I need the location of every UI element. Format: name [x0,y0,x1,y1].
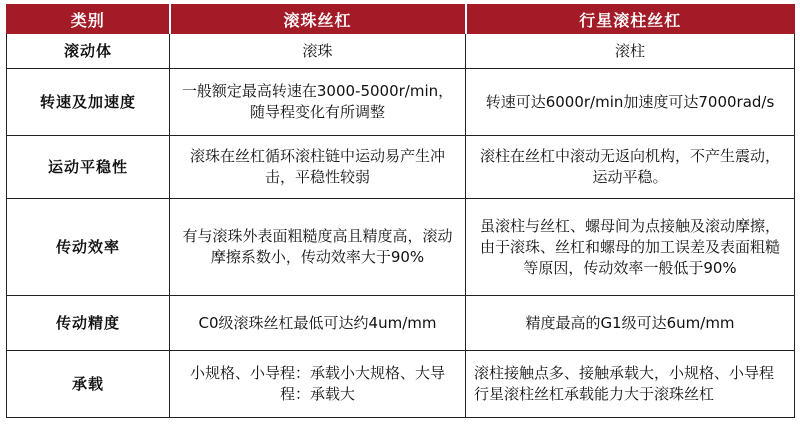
table-row [7,136,795,199]
table-row [7,351,795,418]
header-ball-screw: 滚珠丝杠 [170,5,466,34]
table-header-row [7,5,795,34]
table-row [7,199,795,296]
comparison-table-container [6,4,794,444]
header-category: 类别 [7,5,170,34]
roller-screw-cell: 精度最高的G1级可达6um/mm [466,296,795,351]
row-category-cell: 转速及加速度 [7,69,170,136]
table-row [7,34,795,69]
ball-screw-cell: C0级滚珠丝杠最低可达约4um/mm [170,296,466,351]
roller-screw-cell: 虽滚柱与丝杠、螺母间为点接触及滚动摩擦，由于滚珠、丝杠和螺母的加工误差及表面粗糙等原因，传动效率一般低于90% [466,199,795,296]
row-category-cell: 传动效率 [7,199,170,296]
comparison-table [6,4,795,418]
roller-screw-cell: 滚柱接触点多、接触承载大，小规格、小导程行星滚柱丝杠承载能力大于滚珠丝杠 [466,351,795,418]
roller-screw-cell: 转速可达6000r/min加速度可达7000rad/s [466,69,795,136]
row-category-cell: 滚动体 [7,34,170,69]
ball-screw-cell: 一般额定最高转速在3000-5000r/min，随导程变化有所调整 [170,69,466,136]
row-category-cell: 运动平稳性 [7,136,170,199]
ball-screw-cell: 滚珠 [170,34,466,69]
header-planetary-roller-screw: 行星滚柱丝杠 [466,5,795,34]
ball-screw-cell: 滚珠在丝杠循环滚柱链中运动易产生冲击，平稳性较弱 [170,136,466,199]
ball-screw-cell: 小规格、小导程：承载小大规格、大导程：承载大 [170,351,466,418]
roller-screw-cell: 滚柱在丝杠中滚动无返向机构，不产生震动，运动平稳。 [466,136,795,199]
row-category-cell: 承载 [7,351,170,418]
table-row [7,296,795,351]
row-category-cell: 传动精度 [7,296,170,351]
roller-screw-cell: 滚柱 [466,34,795,69]
ball-screw-cell: 有与滚珠外表面粗糙度高且精度高，滚动摩擦系数小，传动效率大于90% [170,199,466,296]
table-row [7,69,795,136]
